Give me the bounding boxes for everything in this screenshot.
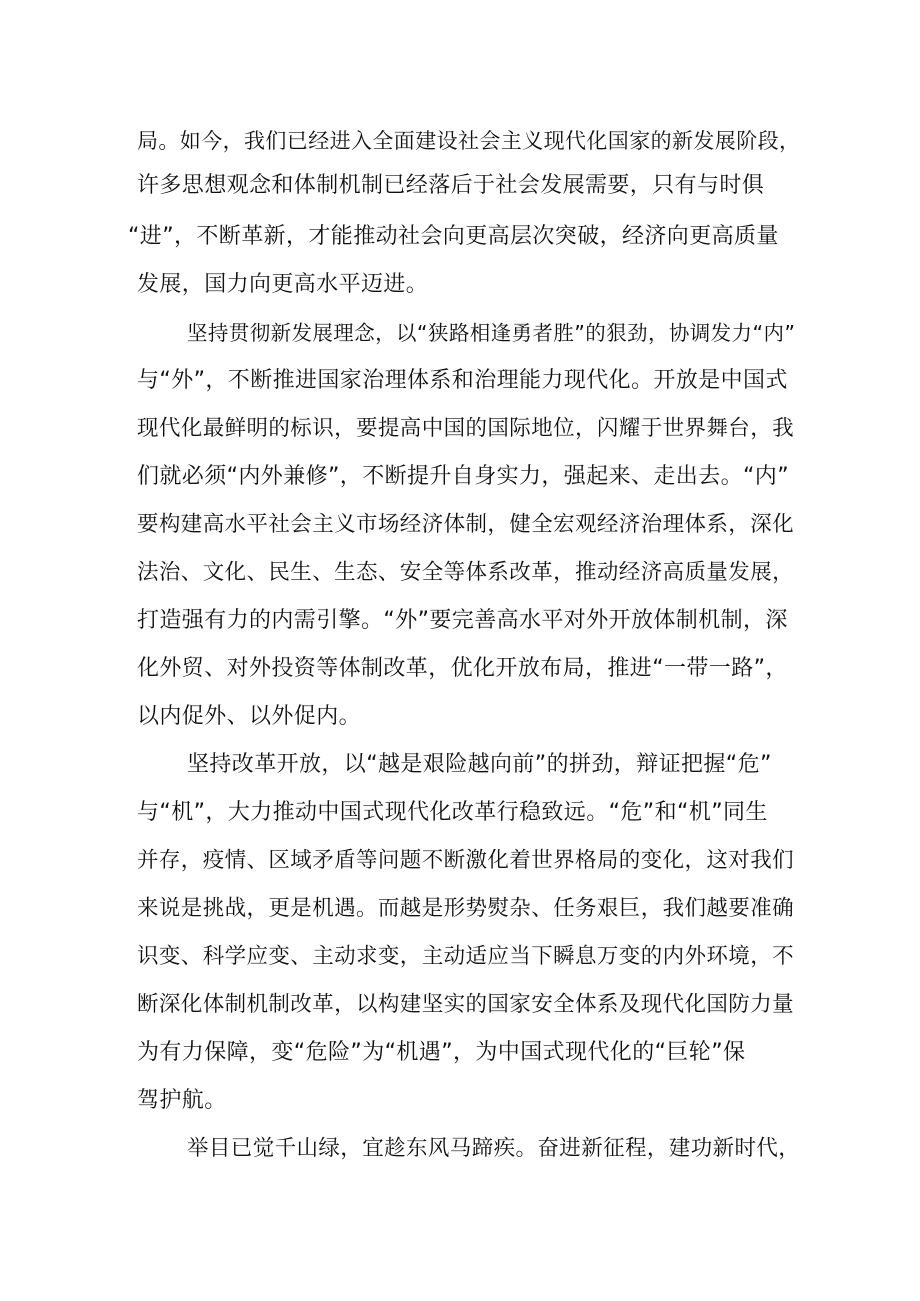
text-line: 要构建高水平社会主义市场经济体制，健全宏观经济治理体系，深化 [137, 512, 795, 537]
text-line: 识变、科学应变、主动求变，主动适应当下瞬息万变的内外环境，不 [137, 944, 795, 969]
text-line: 许多思想观念和体制机制已经落后于社会发展需要，只有与时俱 [137, 173, 765, 198]
text-line: 法治、文化、民生、生态、安全等体系改革，推动经济高质量发展， [137, 560, 795, 585]
text-line: 们就必须“内外兼修”，不断提升自身实力，强起来、走出去。“内” [137, 464, 789, 489]
text-line: 以内促外、以外促内。 [137, 704, 362, 729]
text-line: “进”，不断革新，才能推动社会向更高层次突破，经济向更高质量 [128, 224, 779, 249]
text-line: 发展，国力向更高水平迈进。 [137, 272, 429, 297]
paragraph-first-line: 坚持改革开放，以“越是艰险越向前”的拼劲，辩证把握“危” [187, 752, 772, 777]
paragraph-first-line: 坚持贯彻新发展理念，以“狭路相逢勇者胜”的狠劲，协调发力“内” [187, 321, 796, 345]
text-line: 打造强有力的内需引擎。“外”要完善高水平对外开放体制机制，深 [137, 608, 788, 633]
text-line: 断深化体制机制改革，以构建坚实的国家安全体系及现代化国防力量 [137, 992, 795, 1017]
paragraph-first-line: 举目已觉千山绿，宜趁东风马蹄疾。奋进新征程，建功新时代， [187, 1136, 801, 1161]
text-line: 驾护航。 [137, 1088, 227, 1113]
text-line: 与“机”，大力推动中国式现代化改革行稳致远。“危”和“机”同生 [137, 800, 768, 825]
text-line: 化外贸、对外投资等体制改革，优化开放布局，推进“一带一路”， [137, 656, 788, 681]
text-line: 局。如今，我们已经进入全面建设社会主义现代化国家的新发展阶段， [137, 129, 801, 153]
text-line: 与“外”，不断推进国家治理体系和治理能力现代化。开放是中国式 [137, 368, 788, 393]
text-line: 并存，疫情、区域矛盾等问题不断激化着世界格局的变化，这对我们 [137, 848, 795, 873]
text-line: 为有力保障，变“危险”为“机遇”，为中国式现代化的“巨轮”保 [137, 1040, 746, 1065]
text-line: 现代化最鲜明的标识，要提高中国的国际地位，闪耀于世界舞台，我 [137, 416, 795, 441]
text-line: 来说是挑战，更是机遇。而越是形势熨杂、任务艰巨，我们越要准确 [137, 896, 795, 921]
